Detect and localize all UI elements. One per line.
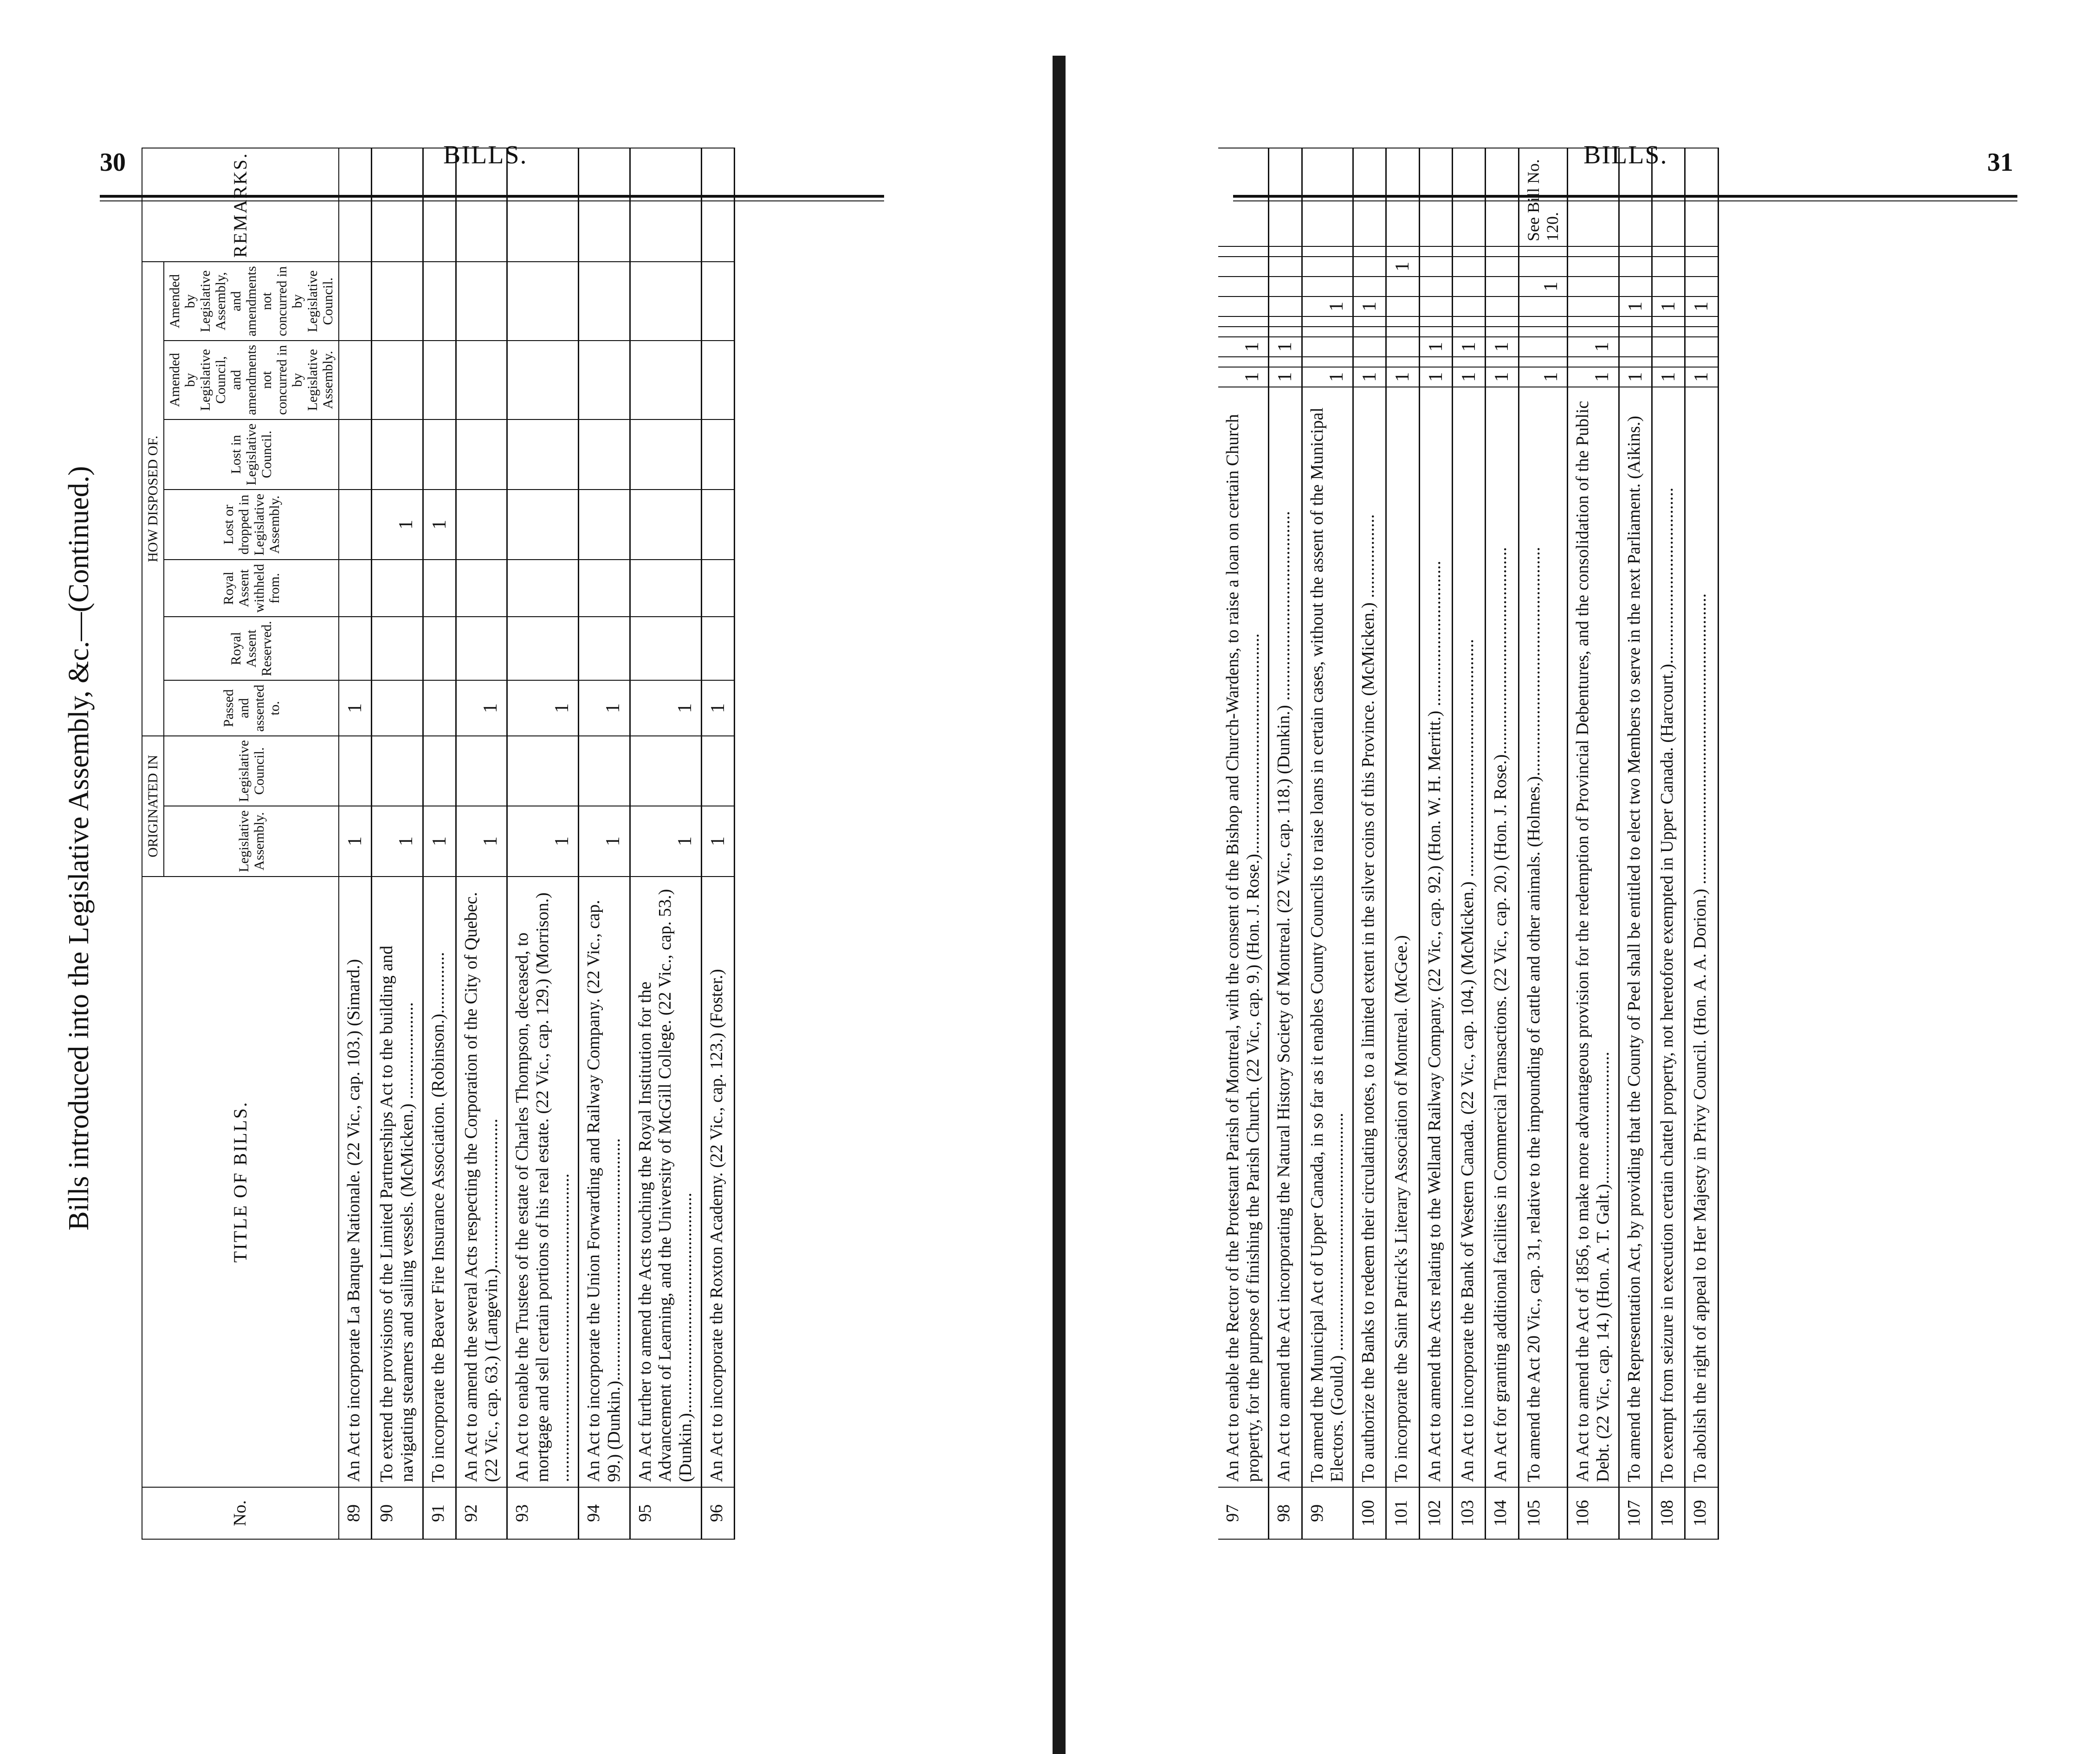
bill-title: To incorporate the Saint Patrick's Literary Association of Montreal. (McGee.) (1386, 387, 1419, 1487)
mark-am-la (1452, 246, 1485, 257)
mark-reserved (630, 617, 701, 680)
col-originated-in: ORIGINATED IN (142, 736, 164, 877)
bill-title: To incorporate the Beaver Fire Insurance Association. (Robinson.).............. (423, 877, 456, 1487)
mark-am-la (507, 262, 579, 341)
mark-lc (1353, 357, 1386, 367)
mark-am-la (1419, 246, 1452, 257)
mark-passed (1685, 337, 1718, 357)
mark-lc (1685, 357, 1718, 367)
mark-am-lc: 1 (1386, 257, 1419, 277)
mark-lc (1518, 357, 1568, 367)
mark-am-la (423, 262, 456, 341)
mark-am-la (1652, 246, 1685, 257)
bill-row (456, 148, 507, 1539)
bills-table (142, 148, 735, 1540)
col-legislative-assembly: Legislative Assembly. (164, 806, 339, 876)
mark-reserved (1452, 327, 1485, 337)
mark-am-lc (579, 341, 630, 419)
mark-passed: 1 (1486, 337, 1518, 357)
mark-withheld (1218, 316, 1269, 327)
bill-number: 107 (1619, 1487, 1652, 1539)
mark-passed: 1 (1419, 337, 1452, 357)
bill-title: To extend the provisions of the Limited Partnerships Act to the building and navigating steamers and sailing vessels. (McMicken.) ...................... (372, 877, 423, 1487)
mark-passed (1386, 337, 1419, 357)
mark-withheld (339, 560, 372, 617)
mark-passed (1518, 337, 1568, 357)
bill-row (1652, 148, 1685, 1539)
mark-am-la (339, 262, 372, 341)
mark-la: 1 (1386, 367, 1419, 387)
mark-passed: 1 (630, 680, 701, 736)
mark-am-lc (456, 341, 507, 419)
mark-reserved (1269, 327, 1302, 337)
mark-passed: 1 (1568, 337, 1619, 357)
mark-la: 1 (1452, 367, 1485, 387)
mark-am-la (456, 262, 507, 341)
bill-row (1452, 148, 1485, 1539)
mark-lc (1386, 357, 1419, 367)
mark-lc (1486, 357, 1518, 367)
mark-am-lc (1486, 257, 1518, 277)
mark-lost-lc (339, 419, 372, 490)
bill-number: 100 (1353, 1487, 1386, 1539)
bill-remarks (1353, 148, 1386, 246)
mark-lc (372, 736, 423, 806)
mark-la: 1 (1302, 367, 1353, 387)
bill-row (1386, 148, 1419, 1539)
mark-lost-la: 1 (1685, 297, 1718, 316)
mark-lost-la (1452, 297, 1485, 316)
mark-la: 1 (1353, 367, 1386, 387)
bill-remarks (1269, 148, 1302, 246)
mark-lc (423, 736, 456, 806)
mark-la: 1 (1419, 367, 1452, 387)
mark-lost-lc (1619, 277, 1652, 297)
mark-lost-la (1518, 297, 1568, 316)
bill-title: An Act to amend the Acts relating to the Welland Railway Company. (22 Vic., cap. 92.) (Hon. W. H. Merritt.) ................................. (1419, 387, 1452, 1487)
mark-lc (1652, 357, 1685, 367)
bill-row (372, 148, 423, 1539)
bill-title: An Act to incorporate the Roxton Academy. (22 Vic., cap. 123.) (Foster.) (701, 877, 734, 1487)
mark-withheld (630, 560, 701, 617)
bill-title: An Act to enable the Trustees of the estate of Charles Thompson, deceased, to mortgage and sell certain portions of his real estate. (22 Vic., cap. 129.) (Morrison.) ...................................................................... (507, 877, 579, 1487)
col-lost-assembly: Lost or dropped in Legislative Assembly. (164, 490, 339, 560)
bill-title: An Act to amend the Act of 1856, to make more advantageous provision for the redemption of Provincial Debentures, and the consolidation of the Public Debt. (22 Vic., cap. 14.) (Hon. A. T. Galt.).............................. (1568, 387, 1619, 1487)
bill-remarks (1452, 148, 1485, 246)
mark-lost-lc (1685, 277, 1718, 297)
mark-withheld (456, 560, 507, 617)
bill-number: 96 (701, 1487, 734, 1539)
mark-am-la (1353, 246, 1386, 257)
col-how-disposed: HOW DISPOSED OF. (142, 262, 164, 736)
bill-row (1568, 148, 1619, 1539)
mark-am-lc (1452, 257, 1485, 277)
mark-lost-la (1486, 297, 1518, 316)
bill-number: 101 (1386, 1487, 1419, 1539)
mark-reserved (1568, 327, 1619, 337)
mark-lost-lc (579, 419, 630, 490)
mark-am-la (372, 262, 423, 341)
mark-la: 1 (1486, 367, 1518, 387)
mark-la: 1 (372, 806, 423, 876)
mark-reserved (1685, 327, 1718, 337)
mark-lc (1419, 357, 1452, 367)
mark-am-la (630, 262, 701, 341)
bill-row (423, 148, 456, 1539)
mark-passed: 1 (339, 680, 372, 736)
bill-row (1218, 148, 1269, 1539)
table-caption: Bills introduced into the Legislative Assembly, &c.—(Continued.) (63, 466, 95, 1231)
mark-passed (1652, 337, 1685, 357)
col-lost-council: Lost in Legislative Council. (164, 419, 339, 490)
mark-lost-lc (1452, 277, 1485, 297)
mark-am-la (1619, 246, 1652, 257)
mark-withheld (1269, 316, 1302, 327)
bill-title: An Act to amend the Act incorporating the Natural History Society of Montreal. (22 Vic., cap. 118.) (Dunkin.) ........................................... (1269, 387, 1302, 1487)
bill-number: 89 (339, 1487, 372, 1539)
mark-la: 1 (630, 806, 701, 876)
mark-lc (701, 736, 734, 806)
mark-withheld (1452, 316, 1485, 327)
mark-lost-la (456, 490, 507, 560)
mark-lost-lc (1652, 277, 1685, 297)
col-no: No. (142, 1487, 339, 1539)
mark-am-lc (1353, 257, 1386, 277)
mark-withheld (1619, 316, 1652, 327)
mark-reserved (1486, 327, 1518, 337)
bill-number: 102 (1419, 1487, 1452, 1539)
mark-reserved (423, 617, 456, 680)
bill-number: 91 (423, 1487, 456, 1539)
mark-lost-la (579, 490, 630, 560)
bill-number: 108 (1652, 1487, 1685, 1539)
mark-reserved (579, 617, 630, 680)
bill-number: 95 (630, 1487, 701, 1539)
running-head: BILLS. (443, 141, 528, 169)
mark-lost-lc (372, 419, 423, 490)
mark-withheld (1652, 316, 1685, 327)
bill-row (507, 148, 579, 1539)
mark-am-lc (1619, 257, 1652, 277)
bill-remarks (630, 148, 701, 262)
mark-am-lc (507, 341, 579, 419)
mark-lost-lc (456, 419, 507, 490)
bill-row (701, 148, 734, 1539)
mark-lost-lc (1218, 277, 1269, 297)
mark-passed (1302, 337, 1353, 357)
mark-am-lc (1302, 257, 1353, 277)
mark-am-lc (1269, 257, 1302, 277)
bill-number: 105 (1518, 1487, 1568, 1539)
bill-remarks (372, 148, 423, 262)
mark-am-lc (630, 341, 701, 419)
bill-remarks (1652, 148, 1685, 246)
bill-title: An Act for granting additional facilities in Commercial Transactions. (22 Vic., cap. 20.) (Hon. J. Rose.)............................................... (1486, 387, 1518, 1487)
mark-la: 1 (1652, 367, 1685, 387)
mark-withheld (507, 560, 579, 617)
mark-lc (1302, 357, 1353, 367)
bill-row (339, 148, 372, 1539)
mark-am-lc (1568, 257, 1619, 277)
mark-withheld (579, 560, 630, 617)
mark-passed: 1 (701, 680, 734, 736)
mark-lost-lc (1353, 277, 1386, 297)
mark-lost-la (339, 490, 372, 560)
mark-reserved (1619, 327, 1652, 337)
bill-number: 104 (1486, 1487, 1518, 1539)
mark-la: 1 (423, 806, 456, 876)
mark-lost-lc (1386, 277, 1419, 297)
mark-withheld (1568, 316, 1619, 327)
bills-table-continued-rotated (1218, 148, 2016, 1540)
mark-reserved (1353, 327, 1386, 337)
mark-la: 1 (507, 806, 579, 876)
bill-title: An Act to amend the several Acts respecting the Corporation of the City of Quebec. (22 Vic., cap. 63.) (Langevin.).................................. (456, 877, 507, 1487)
bill-row (1302, 148, 1353, 1539)
mark-lc (579, 736, 630, 806)
mark-passed (1619, 337, 1652, 357)
bill-number: 97 (1218, 1487, 1269, 1539)
mark-lost-lc (1568, 277, 1619, 297)
bill-title: An Act to incorporate La Banque Nationale. (22 Vic., cap. 103.) (Simard.) (339, 877, 372, 1487)
mark-la: 1 (579, 806, 630, 876)
bill-remarks (1302, 148, 1353, 246)
mark-reserved (339, 617, 372, 680)
page-number: 30 (100, 148, 126, 177)
mark-withheld (372, 560, 423, 617)
mark-am-la (1218, 246, 1269, 257)
mark-lc (339, 736, 372, 806)
mark-passed: 1 (456, 680, 507, 736)
mark-passed: 1 (507, 680, 579, 736)
mark-lost-la: 1 (423, 490, 456, 560)
mark-reserved (1652, 327, 1685, 337)
mark-am-la (1685, 246, 1718, 257)
bill-title: To amend the Municipal Act of Upper Canada, in so far as it enables County Councils to raise loans in certain cases, without the assent of the Municipal Electors. (Gould.) ...................................................... (1302, 387, 1353, 1487)
mark-withheld (1685, 316, 1718, 327)
bill-title: An Act to enable the Rector of the Protestant Parish of Montreal, with the consent of the Bishop and Church-Wardens, to raise a loan on certain Church property, for the purpose of finishing the Parish Church. (22 Vic., cap. 9.) (Hon. J. Rose.).................................................. (1218, 387, 1269, 1487)
bill-remarks (701, 148, 734, 262)
bill-row (579, 148, 630, 1539)
mark-la: 1 (1269, 367, 1302, 387)
mark-am-lc (1685, 257, 1718, 277)
bill-number: 90 (372, 1487, 423, 1539)
mark-passed (1353, 337, 1386, 357)
mark-reserved (1302, 327, 1353, 337)
col-amended-council: Amended by Legislative Council, and amendments not concurred in by Legislative Assembly. (164, 341, 339, 419)
mark-lost-lc (1269, 277, 1302, 297)
bill-number: 92 (456, 1487, 507, 1539)
mark-am-lc (1218, 257, 1269, 277)
bills-table-continued (1218, 148, 1719, 1540)
mark-am-la (1518, 246, 1568, 257)
mark-lost-lc (1419, 277, 1452, 297)
col-amended-assembly: Amended by Legislative Assembly, and amendments not concurred in by Legislative Council. (164, 262, 339, 341)
mark-lc (1568, 357, 1619, 367)
mark-reserved (1386, 327, 1419, 337)
bill-row (1269, 148, 1302, 1539)
bill-remarks (1619, 148, 1652, 246)
mark-reserved (1218, 327, 1269, 337)
bill-remarks (339, 148, 372, 262)
bill-number: 94 (579, 1487, 630, 1539)
bill-row (630, 148, 701, 1539)
mark-withheld (1486, 316, 1518, 327)
left-table-body (339, 148, 735, 1539)
bill-number: 103 (1452, 1487, 1485, 1539)
mark-withheld (1386, 316, 1419, 327)
mark-am-la (701, 262, 734, 341)
bill-number: 93 (507, 1487, 579, 1539)
bill-number: 98 (1269, 1487, 1302, 1539)
bill-title: To exempt from seizure in execution certain chattel property, not heretofore exempted in Upper Canada. (Harcourt.)........................................ (1652, 387, 1685, 1487)
mark-withheld (1353, 316, 1386, 327)
mark-withheld (1419, 316, 1452, 327)
mark-am-la (1386, 246, 1419, 257)
bill-number: 109 (1685, 1487, 1718, 1539)
bill-row (1619, 148, 1652, 1539)
mark-am-lc (701, 341, 734, 419)
mark-am-lc (339, 341, 372, 419)
mark-lost-la: 1 (1353, 297, 1386, 316)
bill-title: To authorize the Banks to redeem their circulating notes, to a limited extent in the silver coins of this Province. (McMicken.) ................... (1353, 387, 1386, 1487)
mark-lost-la: 1 (372, 490, 423, 560)
bill-row (1486, 148, 1518, 1539)
col-legislative-council: Legislative Council. (164, 736, 339, 806)
mark-lc (1218, 357, 1269, 367)
mark-lost-la (1568, 297, 1619, 316)
bill-remarks: See Bill No. 120. (1518, 148, 1568, 246)
mark-am-la (1302, 246, 1353, 257)
col-withheld: Royal Assent withheld from. (164, 560, 339, 617)
bill-title: To abolish the right of appeal to Her Majesty in Privy Council. (Hon. A. A. Dorion.) .................................................................. (1685, 387, 1718, 1487)
bill-row (1419, 148, 1452, 1539)
mark-lost-la (1386, 297, 1419, 316)
mark-lost-la (1218, 297, 1269, 316)
mark-withheld (1302, 316, 1353, 327)
col-passed: Passed and assented to. (164, 680, 339, 736)
mark-lc (1452, 357, 1485, 367)
mark-lc (630, 736, 701, 806)
mark-passed: 1 (1218, 337, 1269, 357)
mark-la: 1 (1619, 367, 1652, 387)
mark-reserved (1419, 327, 1452, 337)
right-table-body (1218, 148, 1718, 1539)
mark-la: 1 (1685, 367, 1718, 387)
mark-am-lc (1518, 257, 1568, 277)
mark-passed: 1 (579, 680, 630, 736)
mark-am-la (1486, 246, 1518, 257)
col-reserved: Royal Assent Reserved. (164, 617, 339, 680)
bill-remarks (1568, 148, 1619, 246)
mark-lost-la: 1 (1652, 297, 1685, 316)
bill-remarks (579, 148, 630, 262)
mark-lost-la: 1 (1619, 297, 1652, 316)
mark-reserved (507, 617, 579, 680)
mark-am-la (579, 262, 630, 341)
bill-row (1353, 148, 1386, 1539)
mark-passed (423, 680, 456, 736)
bill-remarks (1685, 148, 1718, 246)
mark-la: 1 (339, 806, 372, 876)
mark-lost-lc (630, 419, 701, 490)
mark-lost-lc (1486, 277, 1518, 297)
mark-lost-lc: 1 (1518, 277, 1568, 297)
mark-am-lc (1652, 257, 1685, 277)
mark-lost-la (507, 490, 579, 560)
mark-passed: 1 (1269, 337, 1302, 357)
mark-lost-la: 1 (1302, 297, 1353, 316)
mark-la: 1 (1218, 367, 1269, 387)
mark-am-la (1269, 246, 1302, 257)
bill-number: 106 (1568, 1487, 1619, 1539)
bill-number: 99 (1302, 1487, 1353, 1539)
mark-passed: 1 (1452, 337, 1485, 357)
mark-am-lc (423, 341, 456, 419)
mark-reserved (1518, 327, 1568, 337)
bill-remarks (1486, 148, 1518, 246)
bill-row (1518, 148, 1568, 1539)
bill-remarks (1419, 148, 1452, 246)
mark-lost-lc (507, 419, 579, 490)
bill-title: An Act further to amend the Acts touching the Royal Institution for the Advancement of Learning, and the University of McGill College. (22 Vic., cap. 53.) (Dunkin.).................................................. (630, 877, 701, 1487)
mark-withheld (1518, 316, 1568, 327)
bill-remarks (456, 148, 507, 262)
bill-title: To amend the Act 20 Vic., cap. 31, relative to the impounding of cattle and other animals. (Holmes.).................................................... (1518, 387, 1568, 1487)
bill-title: An Act to incorporate the Bank of Western Canada. (22 Vic., cap. 104.) (McMicken.) ...................................................... (1452, 387, 1485, 1487)
bill-remarks (1386, 148, 1419, 246)
mark-lost-la (701, 490, 734, 560)
mark-withheld (423, 560, 456, 617)
bill-title: An Act to incorporate the Union Forwarding and Railway Company. (22 Vic., cap. 99.) (Dunkin.)....................................................... (579, 877, 630, 1487)
mark-la: 1 (1518, 367, 1568, 387)
bill-remarks (507, 148, 579, 262)
mark-reserved (701, 617, 734, 680)
mark-lc (507, 736, 579, 806)
mark-lost-lc (701, 419, 734, 490)
mark-lost-la (630, 490, 701, 560)
col-remarks: REMARKS. (142, 148, 339, 262)
mark-lost-lc (423, 419, 456, 490)
page-number: 31 (1987, 148, 2013, 177)
col-title: TITLE OF BILLS. (142, 877, 339, 1487)
mark-am-la (1568, 246, 1619, 257)
mark-la: 1 (701, 806, 734, 876)
mark-am-lc (1419, 257, 1452, 277)
mark-reserved (372, 617, 423, 680)
bill-remarks (423, 148, 456, 262)
mark-lost-lc (1302, 277, 1353, 297)
mark-la: 1 (1568, 367, 1619, 387)
bill-title: To amend the Representation Act, by providing that the County of Peel shall be entitled to elect two Members to serve in the next Parliament. (Aikins.) (1619, 387, 1652, 1487)
bill-row (1685, 148, 1718, 1539)
running-head: BILLS. (1583, 141, 1668, 169)
mark-lc (1269, 357, 1302, 367)
mark-reserved (456, 617, 507, 680)
mark-withheld (701, 560, 734, 617)
bill-remarks (1218, 148, 1269, 246)
mark-lc (456, 736, 507, 806)
mark-passed (372, 680, 423, 736)
mark-lost-la (1419, 297, 1452, 316)
mark-la: 1 (456, 806, 507, 876)
mark-am-lc (372, 341, 423, 419)
mark-lc (1619, 357, 1652, 367)
mark-lost-la (1269, 297, 1302, 316)
